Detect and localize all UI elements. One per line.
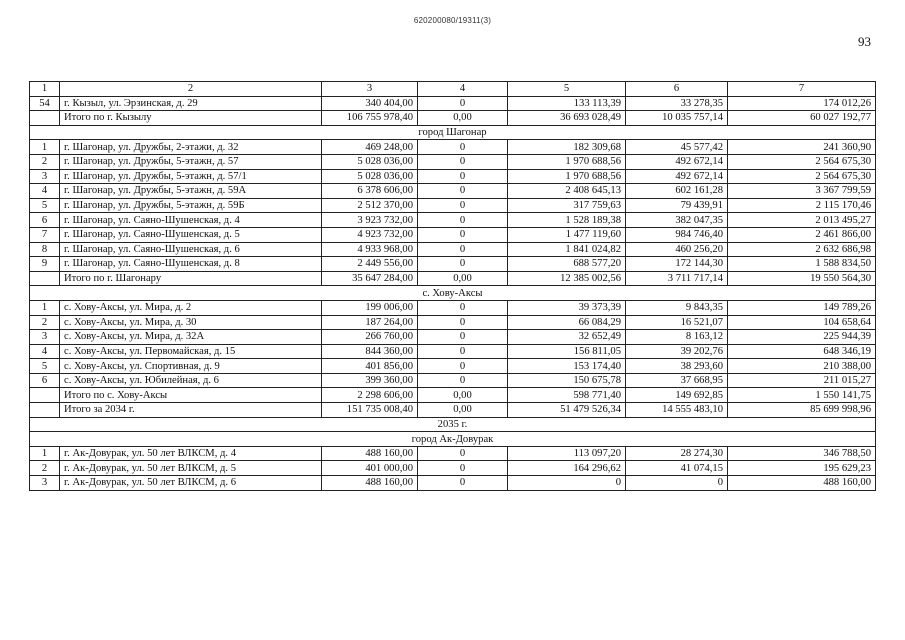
amount-cell: 133 113,39 xyxy=(508,96,626,111)
amount-cell: 1 477 119,60 xyxy=(508,227,626,242)
amount-cell: 346 788,50 xyxy=(728,446,876,461)
total-value: 0,00 xyxy=(418,403,508,418)
amount-cell: 2 461 866,00 xyxy=(728,227,876,242)
amount-cell: 45 577,42 xyxy=(626,140,728,155)
total-label: Итого по г. Шагонару xyxy=(60,271,322,286)
amount-cell: 0 xyxy=(418,213,508,228)
total-label: Итого по с. Хову-Аксы xyxy=(60,388,322,403)
amount-cell: 0 xyxy=(418,476,508,491)
address-cell: г. Шагонар, ул. Дружбы, 5-этажн, д. 59А xyxy=(60,184,322,199)
amount-cell: 37 668,95 xyxy=(626,373,728,388)
row-number: 4 xyxy=(30,184,60,199)
row-number: 6 xyxy=(30,213,60,228)
amount-cell: 0 xyxy=(418,96,508,111)
address-cell: с. Хову-Аксы, ул. Первомайская, д. 15 xyxy=(60,344,322,359)
amount-cell: 5 028 036,00 xyxy=(322,154,418,169)
table-row xyxy=(30,154,876,169)
section-title: с. Хову-Аксы xyxy=(30,286,876,301)
amount-cell: 66 084,29 xyxy=(508,315,626,330)
address-cell: с. Хову-Аксы, ул. Мира, д. 32А xyxy=(60,330,322,345)
amount-cell: 0 xyxy=(418,169,508,184)
row-number: 8 xyxy=(30,242,60,257)
amount-cell: 3 367 799,59 xyxy=(728,184,876,199)
address-cell: г. Шагонар, ул. Дружбы, 5-этажн, д. 59Б xyxy=(60,198,322,213)
amount-cell: 0 xyxy=(418,184,508,199)
row-number: 1 xyxy=(30,140,60,155)
amount-cell: 241 360,90 xyxy=(728,140,876,155)
total-label: Итого по г. Кызылу xyxy=(60,111,322,126)
amount-cell: 150 675,78 xyxy=(508,373,626,388)
row-number: 2 xyxy=(30,461,60,476)
amount-cell: 317 759,63 xyxy=(508,198,626,213)
amount-cell: 2 632 686,98 xyxy=(728,242,876,257)
table-row xyxy=(30,140,876,155)
amount-cell: 113 097,20 xyxy=(508,446,626,461)
address-cell: г. Шагонар, ул. Дружбы, 5-этажн, д. 57 xyxy=(60,154,322,169)
budget-table xyxy=(29,81,876,491)
amount-cell: 182 309,68 xyxy=(508,140,626,155)
amount-cell: 172 144,30 xyxy=(626,257,728,272)
total-value: 14 555 483,10 xyxy=(626,403,728,418)
amount-cell: 0 xyxy=(418,257,508,272)
row-number: 54 xyxy=(30,96,60,111)
row-number: 3 xyxy=(30,330,60,345)
section-title: город Шагонар xyxy=(30,125,876,140)
row-number: 3 xyxy=(30,169,60,184)
amount-cell: 2 115 170,46 xyxy=(728,198,876,213)
amount-cell: 0 xyxy=(508,476,626,491)
amount-cell: 0 xyxy=(418,315,508,330)
total-value: 60 027 192,77 xyxy=(728,111,876,126)
amount-cell: 0 xyxy=(418,330,508,345)
table-header-row xyxy=(30,82,876,97)
row-number: 5 xyxy=(30,359,60,374)
amount-cell: 9 843,35 xyxy=(626,300,728,315)
empty-cell xyxy=(30,388,60,403)
total-value: 0,00 xyxy=(418,388,508,403)
row-number: 5 xyxy=(30,198,60,213)
table-row xyxy=(30,476,876,491)
amount-cell: 79 439,91 xyxy=(626,198,728,213)
amount-cell: 0 xyxy=(418,140,508,155)
amount-cell: 0 xyxy=(418,446,508,461)
address-cell: с. Хову-Аксы, ул. Мира, д. 2 xyxy=(60,300,322,315)
amount-cell: 5 028 036,00 xyxy=(322,169,418,184)
amount-cell: 1 528 189,38 xyxy=(508,213,626,228)
amount-cell: 164 296,62 xyxy=(508,461,626,476)
section-header-row xyxy=(30,125,876,140)
amount-cell: 41 074,15 xyxy=(626,461,728,476)
row-number: 2 xyxy=(30,315,60,330)
total-value: 2 298 606,00 xyxy=(322,388,418,403)
amount-cell: 211 015,27 xyxy=(728,373,876,388)
amount-cell: 382 047,35 xyxy=(626,213,728,228)
total-value: 35 647 284,00 xyxy=(322,271,418,286)
amount-cell: 1 588 834,50 xyxy=(728,257,876,272)
amount-cell: 688 577,20 xyxy=(508,257,626,272)
amount-cell: 0 xyxy=(418,198,508,213)
amount-cell: 401 000,00 xyxy=(322,461,418,476)
column-number-header: 2 xyxy=(60,82,322,97)
amount-cell: 187 264,00 xyxy=(322,315,418,330)
row-number: 2 xyxy=(30,154,60,169)
address-cell: с. Хову-Аксы, ул. Мира, д. 30 xyxy=(60,315,322,330)
amount-cell: 488 160,00 xyxy=(728,476,876,491)
amount-cell: 149 789,26 xyxy=(728,300,876,315)
amount-cell: 340 404,00 xyxy=(322,96,418,111)
amount-cell: 2 408 645,13 xyxy=(508,184,626,199)
amount-cell: 488 160,00 xyxy=(322,476,418,491)
amount-cell: 225 944,39 xyxy=(728,330,876,345)
table-row xyxy=(30,359,876,374)
table-row xyxy=(30,257,876,272)
total-value: 151 735 008,40 xyxy=(322,403,418,418)
empty-cell xyxy=(30,111,60,126)
section-header-row xyxy=(30,432,876,447)
amount-cell: 4 923 732,00 xyxy=(322,227,418,242)
amount-cell: 156 811,05 xyxy=(508,344,626,359)
amount-cell: 492 672,14 xyxy=(626,169,728,184)
total-row xyxy=(30,271,876,286)
amount-cell: 104 658,64 xyxy=(728,315,876,330)
table-row xyxy=(30,315,876,330)
address-cell: г. Шагонар, ул. Саяно-Шушенская, д. 6 xyxy=(60,242,322,257)
row-number: 1 xyxy=(30,300,60,315)
row-number: 7 xyxy=(30,227,60,242)
amount-cell: 602 161,28 xyxy=(626,184,728,199)
table-row xyxy=(30,198,876,213)
row-number: 1 xyxy=(30,446,60,461)
amount-cell: 0 xyxy=(418,154,508,169)
table-row xyxy=(30,300,876,315)
table-row xyxy=(30,461,876,476)
row-number: 3 xyxy=(30,476,60,491)
amount-cell: 984 746,40 xyxy=(626,227,728,242)
total-value: 106 755 978,40 xyxy=(322,111,418,126)
total-value: 85 699 998,96 xyxy=(728,403,876,418)
amount-cell: 33 278,35 xyxy=(626,96,728,111)
amount-cell: 2 013 495,27 xyxy=(728,213,876,228)
total-row xyxy=(30,388,876,403)
total-value: 149 692,85 xyxy=(626,388,728,403)
address-cell: с. Хову-Аксы, ул. Юбилейная, д. 6 xyxy=(60,373,322,388)
amount-cell: 0 xyxy=(418,359,508,374)
address-cell: г. Ак-Довурак, ул. 50 лет ВЛКСМ, д. 4 xyxy=(60,446,322,461)
total-label: Итого за 2034 г. xyxy=(60,403,322,418)
address-cell: г. Ак-Довурак, ул. 50 лет ВЛКСМ, д. 6 xyxy=(60,476,322,491)
total-value: 1 550 141,75 xyxy=(728,388,876,403)
amount-cell: 648 346,19 xyxy=(728,344,876,359)
address-cell: г. Шагонар, ул. Дружбы, 2-этажи, д. 32 xyxy=(60,140,322,155)
section-header-row xyxy=(30,286,876,301)
total-value: 19 550 564,30 xyxy=(728,271,876,286)
amount-cell: 174 012,26 xyxy=(728,96,876,111)
amount-cell: 1 970 688,56 xyxy=(508,169,626,184)
amount-cell: 492 672,14 xyxy=(626,154,728,169)
total-value: 0,00 xyxy=(418,271,508,286)
total-value: 36 693 028,49 xyxy=(508,111,626,126)
amount-cell: 153 174,40 xyxy=(508,359,626,374)
amount-cell: 16 521,07 xyxy=(626,315,728,330)
table-row xyxy=(30,373,876,388)
amount-cell: 2 512 370,00 xyxy=(322,198,418,213)
amount-cell: 0 xyxy=(418,227,508,242)
column-number-header: 1 xyxy=(30,82,60,97)
amount-cell: 3 923 732,00 xyxy=(322,213,418,228)
amount-cell: 460 256,20 xyxy=(626,242,728,257)
document-id: 620200080/19311(3) xyxy=(413,16,492,25)
amount-cell: 0 xyxy=(418,344,508,359)
amount-cell: 1 970 688,56 xyxy=(508,154,626,169)
amount-cell: 1 841 024,82 xyxy=(508,242,626,257)
address-cell: с. Хову-Аксы, ул. Спортивная, д. 9 xyxy=(60,359,322,374)
amount-cell: 0 xyxy=(418,461,508,476)
amount-cell: 6 378 606,00 xyxy=(322,184,418,199)
amount-cell: 266 760,00 xyxy=(322,330,418,345)
total-value: 10 035 757,14 xyxy=(626,111,728,126)
amount-cell: 39 373,39 xyxy=(508,300,626,315)
amount-cell: 39 202,76 xyxy=(626,344,728,359)
amount-cell: 2 564 675,30 xyxy=(728,169,876,184)
column-number-header: 7 xyxy=(728,82,876,97)
row-number: 4 xyxy=(30,344,60,359)
amount-cell: 2 449 556,00 xyxy=(322,257,418,272)
total-value: 3 711 717,14 xyxy=(626,271,728,286)
amount-cell: 0 xyxy=(418,300,508,315)
column-number-header: 3 xyxy=(322,82,418,97)
address-cell: г. Шагонар, ул. Дружбы, 5-этажн, д. 57/1 xyxy=(60,169,322,184)
table-row xyxy=(30,242,876,257)
table-row xyxy=(30,227,876,242)
table-row xyxy=(30,213,876,228)
amount-cell: 0 xyxy=(418,242,508,257)
table-row xyxy=(30,184,876,199)
amount-cell: 199 006,00 xyxy=(322,300,418,315)
address-cell: г. Шагонар, ул. Саяно-Шушенская, д. 8 xyxy=(60,257,322,272)
section-header-row xyxy=(30,417,876,432)
amount-cell: 210 388,00 xyxy=(728,359,876,374)
amount-cell: 38 293,60 xyxy=(626,359,728,374)
table-row xyxy=(30,344,876,359)
table-row xyxy=(30,169,876,184)
address-cell: г. Ак-Довурак, ул. 50 лет ВЛКСМ, д. 5 xyxy=(60,461,322,476)
section-title: город Ак-Довурак xyxy=(30,432,876,447)
amount-cell: 469 248,00 xyxy=(322,140,418,155)
amount-cell: 28 274,30 xyxy=(626,446,728,461)
amount-cell: 2 564 675,30 xyxy=(728,154,876,169)
section-title: 2035 г. xyxy=(30,417,876,432)
amount-cell: 488 160,00 xyxy=(322,446,418,461)
amount-cell: 8 163,12 xyxy=(626,330,728,345)
row-number: 6 xyxy=(30,373,60,388)
amount-cell: 4 933 968,00 xyxy=(322,242,418,257)
amount-cell: 401 856,00 xyxy=(322,359,418,374)
table-row xyxy=(30,330,876,345)
total-value: 12 385 002,56 xyxy=(508,271,626,286)
page-number: 93 xyxy=(858,34,871,49)
address-cell: г. Шагонар, ул. Саяно-Шушенская, д. 5 xyxy=(60,227,322,242)
table-row xyxy=(30,96,876,111)
row-number: 9 xyxy=(30,257,60,272)
amount-cell: 0 xyxy=(418,373,508,388)
empty-cell xyxy=(30,403,60,418)
address-cell: г. Шагонар, ул. Саяно-Шушенская, д. 4 xyxy=(60,213,322,228)
column-number-header: 4 xyxy=(418,82,508,97)
amount-cell: 844 360,00 xyxy=(322,344,418,359)
column-number-header: 5 xyxy=(508,82,626,97)
total-row xyxy=(30,111,876,126)
total-value: 0,00 xyxy=(418,111,508,126)
amount-cell: 399 360,00 xyxy=(322,373,418,388)
table-row xyxy=(30,446,876,461)
address-cell: г. Кызыл, ул. Эрзинская, д. 29 xyxy=(60,96,322,111)
total-value: 51 479 526,34 xyxy=(508,403,626,418)
column-number-header: 6 xyxy=(626,82,728,97)
amount-cell: 195 629,23 xyxy=(728,461,876,476)
amount-cell: 32 652,49 xyxy=(508,330,626,345)
total-row xyxy=(30,403,876,418)
amount-cell: 0 xyxy=(626,476,728,491)
empty-cell xyxy=(30,271,60,286)
total-value: 598 771,40 xyxy=(508,388,626,403)
